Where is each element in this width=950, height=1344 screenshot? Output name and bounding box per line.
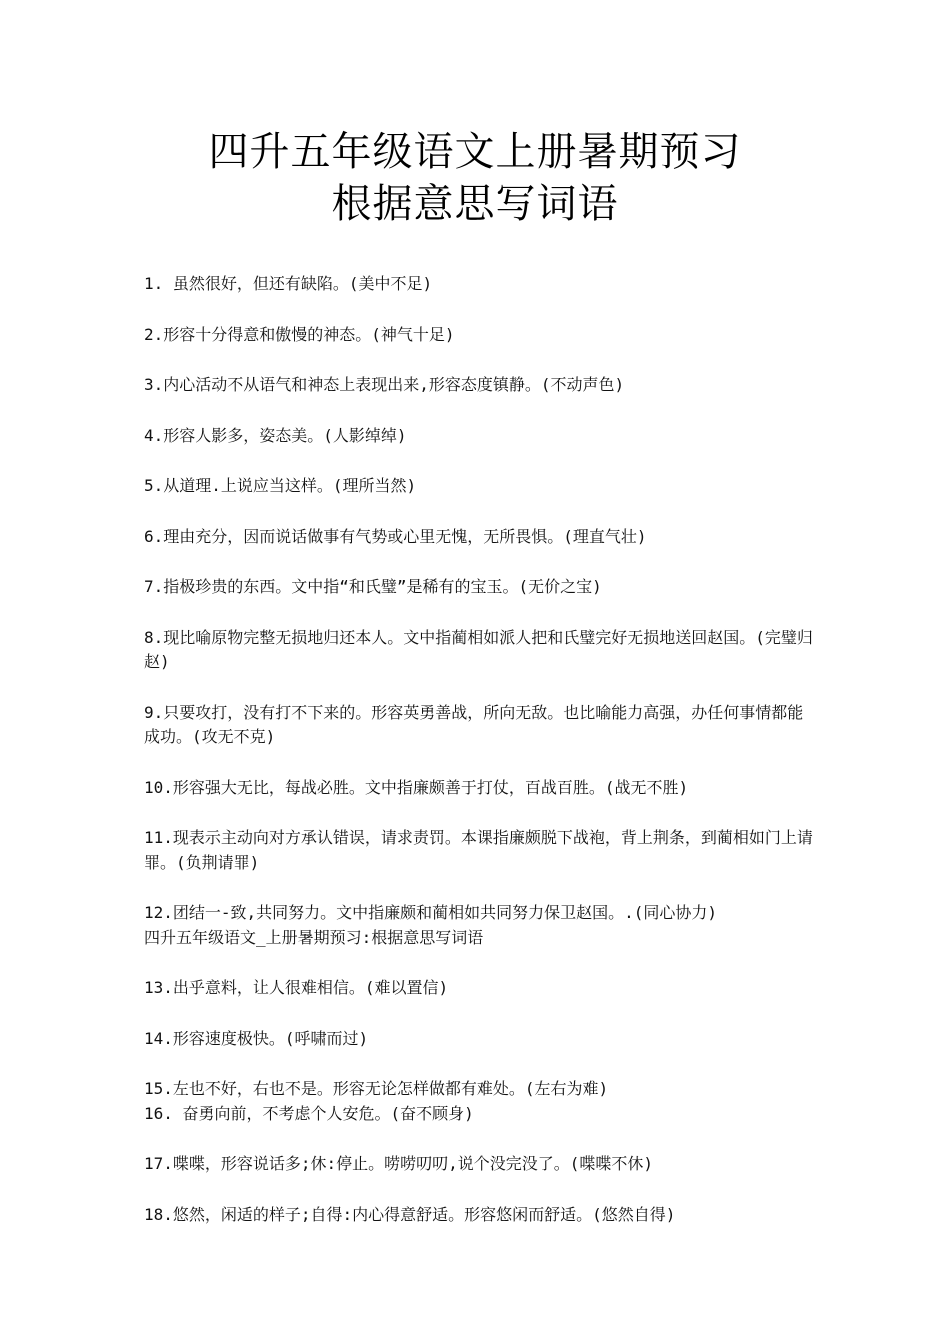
entry-item-6: 6.理由充分，因而说话做事有气势或心里无愧，无所畏惧。(理直气壮) bbox=[144, 526, 647, 546]
document-title-line1: 四升五年级语文上册暑期预习 bbox=[208, 129, 742, 175]
entry-item-16: 16. 奋勇向前，不考虑个人安危。(奋不顾身) bbox=[144, 1103, 474, 1123]
entry-item-2: 2.形容十分得意和傲慢的神态。(神气十足) bbox=[144, 324, 455, 344]
entry-item-12: 12.团结一-致,共同努力。文中指廉颇和蔺相如共同努力保卫赵国。.(同心协力) bbox=[144, 903, 718, 922]
running-header-text: 四升五年级语文_上册暑期预习:根据意思写词语 bbox=[144, 927, 484, 947]
entry-item-13: 13.出乎意料，让人很难相信。(难以置信) bbox=[144, 978, 449, 997]
entry-item-18: 18.悠然，闲适的样子;自得:内心得意舒适。形容悠闲而舒适。(悠然自得) bbox=[144, 1204, 676, 1224]
entry-item-17: 17.喋喋，形容说话多;休:停止。唠唠叨叨,说个没完没了。(喋喋不休) bbox=[144, 1154, 654, 1173]
entry-item-15: 15.左也不好，右也不是。形容无论怎样做都有难处。(左右为难) bbox=[144, 1079, 609, 1098]
entry-item-1: 1. 虽然很好，但还有缺陷。(美中不足) bbox=[144, 274, 433, 293]
entry-item-3: 3.内心活动不从语气和神态上表现出来,形容态度镇静。(不动声色) bbox=[144, 375, 625, 394]
entry-item-9: 9.只要攻打，没有打不下来的。形容英勇善战，所向无敌。也比喻能力高强，办任何事情都能成功。(攻无不克) bbox=[144, 702, 804, 746]
entry-item-5: 5.从道理.上说应当这样。(理所当然) bbox=[144, 476, 417, 495]
entry-list bbox=[144, 272, 814, 1253]
document-title-line2: 根据意思写词语 bbox=[331, 181, 619, 227]
entry-item-8: 8.现比喻原物完整无损地归还本人。文中指蔺相如派人把和氏璧完好无损地送回赵国。(完璧归赵) bbox=[144, 627, 813, 671]
entry-item-11: 11.现表示主动向对方承认错误，请求责罚。本课指廉颇脱下战袍，背上荆条，到蔺相如门上请罪。(负荆请罪) bbox=[144, 828, 813, 872]
entry-item-14: 14.形容速度极快。(呼啸而过) bbox=[144, 1028, 369, 1048]
entry-item-10: 10.形容强大无比，每战必胜。文中指廉颇善于打仗，百战百胜。(战无不胜) bbox=[144, 777, 689, 797]
entry-item-7: 7.指极珍贵的东西。文中指“和氏璧”是稀有的宝玉。(无价之宝) bbox=[144, 577, 602, 596]
entry-item-4: 4.形容人影多，姿态美。(人影绰绰) bbox=[144, 425, 407, 445]
